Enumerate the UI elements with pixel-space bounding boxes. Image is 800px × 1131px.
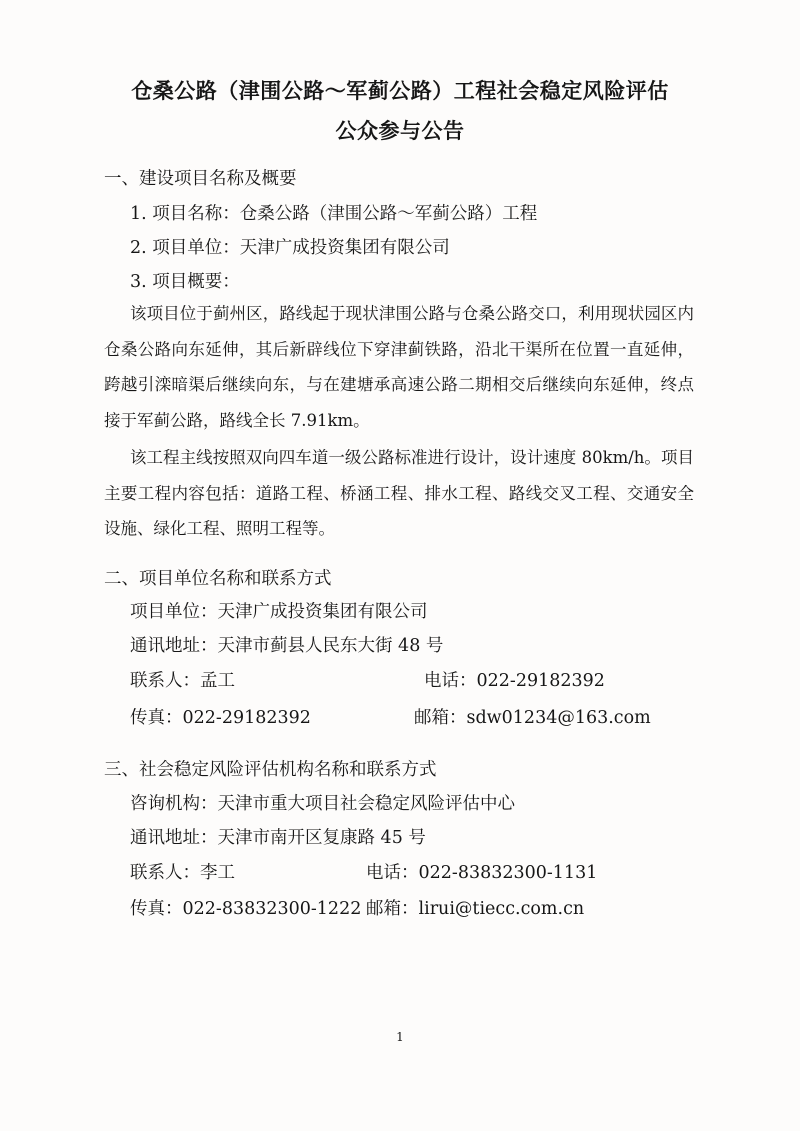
- project-overview-label: 3. 项目概要：: [130, 272, 240, 292]
- section2-heading: 二、项目单位名称和联系方式: [104, 569, 332, 589]
- unit-phone: 电话：022-29182392: [424, 671, 605, 691]
- project-name: 1. 项目名称：仓桑公路（津围公路～军蓟公路）工程: [130, 204, 538, 224]
- unit-email: 邮箱：sdw01234@163.com: [414, 708, 651, 728]
- overview-paragraph-2: 该工程主线按照双向四车道一级公路标准进行设计，设计速度 80km/h。项目主要工程内容包括：道路工程、桥涵工程、排水工程、路线交叉工程、交通安全设施、绿化工程、照明工程等。: [104, 448, 694, 538]
- unit-fax: 传真：022-29182392: [130, 708, 311, 728]
- unit-contact-person: 联系人：孟工: [130, 671, 235, 691]
- unit-address: 通讯地址：天津市蓟县人民东大街 48 号: [130, 636, 444, 656]
- section3-heading: 三、社会稳定风险评估机构名称和联系方式: [104, 760, 437, 780]
- agency-fax: 传真：022-83832300-1222: [130, 899, 362, 919]
- overview-paragraph-1: 该项目位于蓟州区，路线起于现状津围公路与仓桑公路交口，利用现状园区内仓桑公路向东延伸，其后新辟线位下穿津蓟铁路，沿北干渠所在位置一直延伸，跨越引滦暗渠后继续向东，与在建塘承高速公路二期相交后继续向东延伸，终点接于军蓟公路，路线全长 7.91km。: [104, 304, 694, 430]
- section1-heading: 一、建设项目名称及概要: [104, 169, 297, 189]
- agency-name: 咨询机构：天津市重大项目社会稳定风险评估中心: [130, 794, 515, 814]
- unit-name: 项目单位：天津广成投资集团有限公司: [130, 602, 428, 622]
- document-title: 仓桑公路（津围公路～军蓟公路）工程社会稳定风险评估: [131, 79, 669, 103]
- project-unit: 2. 项目单位：天津广成投资集团有限公司: [130, 238, 450, 258]
- agency-contact-person: 联系人：李工: [130, 863, 235, 883]
- agency-email: 邮箱：lirui@tiecc.com.cn: [366, 899, 585, 919]
- document-subtitle: 公众参与公告: [335, 119, 465, 143]
- page-number: 1: [396, 1030, 404, 1044]
- agency-phone: 电话：022-83832300-1131: [366, 863, 598, 883]
- agency-address: 通讯地址：天津市南开区复康路 45 号: [130, 828, 426, 848]
